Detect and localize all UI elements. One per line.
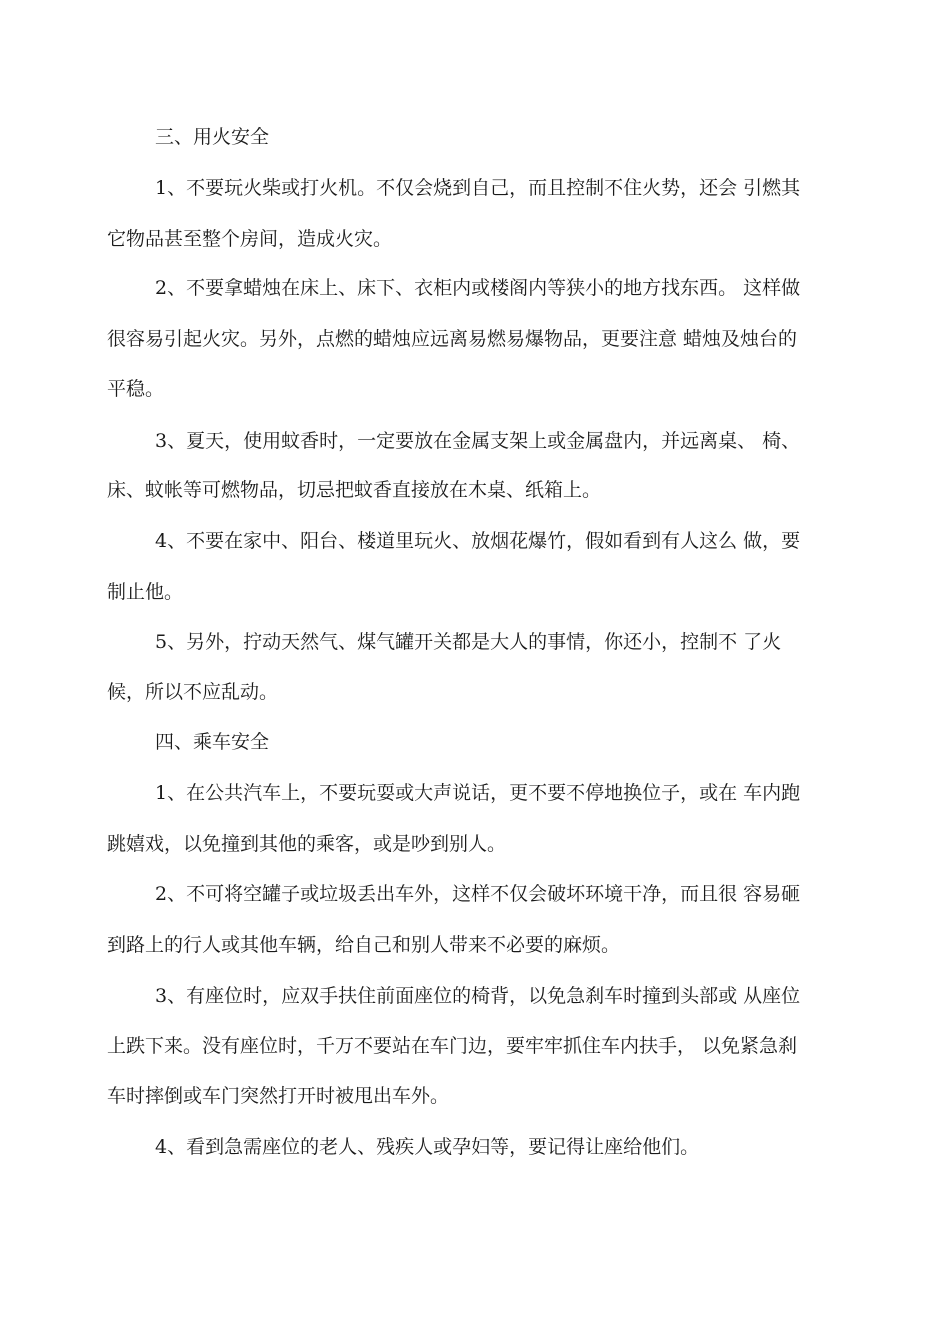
section-heading-ride-safety: 四、乘车安全 [155, 731, 270, 753]
paragraph-line: 平稳。 [107, 378, 165, 400]
paragraph-line: 3、有座位时，应双手扶住前面座位的椅背，以免急刹车时撞到头部或 从座位 [155, 985, 801, 1007]
paragraph-line: 制止他。 [107, 581, 184, 603]
paragraph-line: 车时摔倒或车门突然打开时被甩出车外。 [107, 1085, 450, 1107]
paragraph-line: 1、不要玩火柴或打火机。不仅会烧到自己，而且控制不住火势，还会 引燃其 [155, 177, 801, 199]
paragraph-line: 跳嬉戏，以免撞到其他的乘客，或是吵到别人。 [107, 833, 507, 855]
paragraph-line: 2、不要拿蜡烛在床上、床下、衣柜内或楼阁内等狭小的地方找东西。 这样做 [155, 277, 801, 299]
paragraph-line: 3、夏天，使用蚊香时，一定要放在金属支架上或金属盘内，并远离桌、 椅、 [155, 430, 801, 452]
paragraph-line: 它物品甚至整个房间，造成火灾。 [107, 228, 393, 250]
paragraph-line: 上跌下来。没有座位时，千万不要站在车门边，要牢牢抓住车内扶手， 以免紧急刹 [107, 1035, 798, 1057]
paragraph-line: 5、另外，拧动天然气、煤气罐开关都是大人的事情，你还小，控制不 了火 [155, 631, 782, 653]
paragraph-line: 到路上的行人或其他车辆，给自己和别人带来不必要的麻烦。 [107, 934, 621, 956]
paragraph-line: 很容易引起火灾。另外，点燃的蜡烛应远离易燃易爆物品，更要注意 蜡烛及烛台的 [107, 328, 798, 350]
paragraph-line: 4、不要在家中、阳台、楼道里玩火、放烟花爆竹，假如看到有人这么 做，要 [155, 530, 801, 552]
section-heading-fire-safety: 三、用火安全 [155, 126, 270, 148]
paragraph-line: 床、蚊帐等可燃物品，切忌把蚊香直接放在木桌、纸箱上。 [107, 479, 602, 501]
paragraph-line: 4、看到急需座位的老人、残疾人或孕妇等，要记得让座给他们。 [155, 1136, 700, 1158]
paragraph-line: 1、在公共汽车上，不要玩耍或大声说话，更不要不停地换位子，或在 车内跑 [155, 782, 801, 804]
paragraph-line: 2、不可将空罐子或垃圾丢出车外，这样不仅会破坏环境干净，而且很 容易砸 [155, 883, 801, 905]
paragraph-line: 候，所以不应乱动。 [107, 681, 279, 703]
